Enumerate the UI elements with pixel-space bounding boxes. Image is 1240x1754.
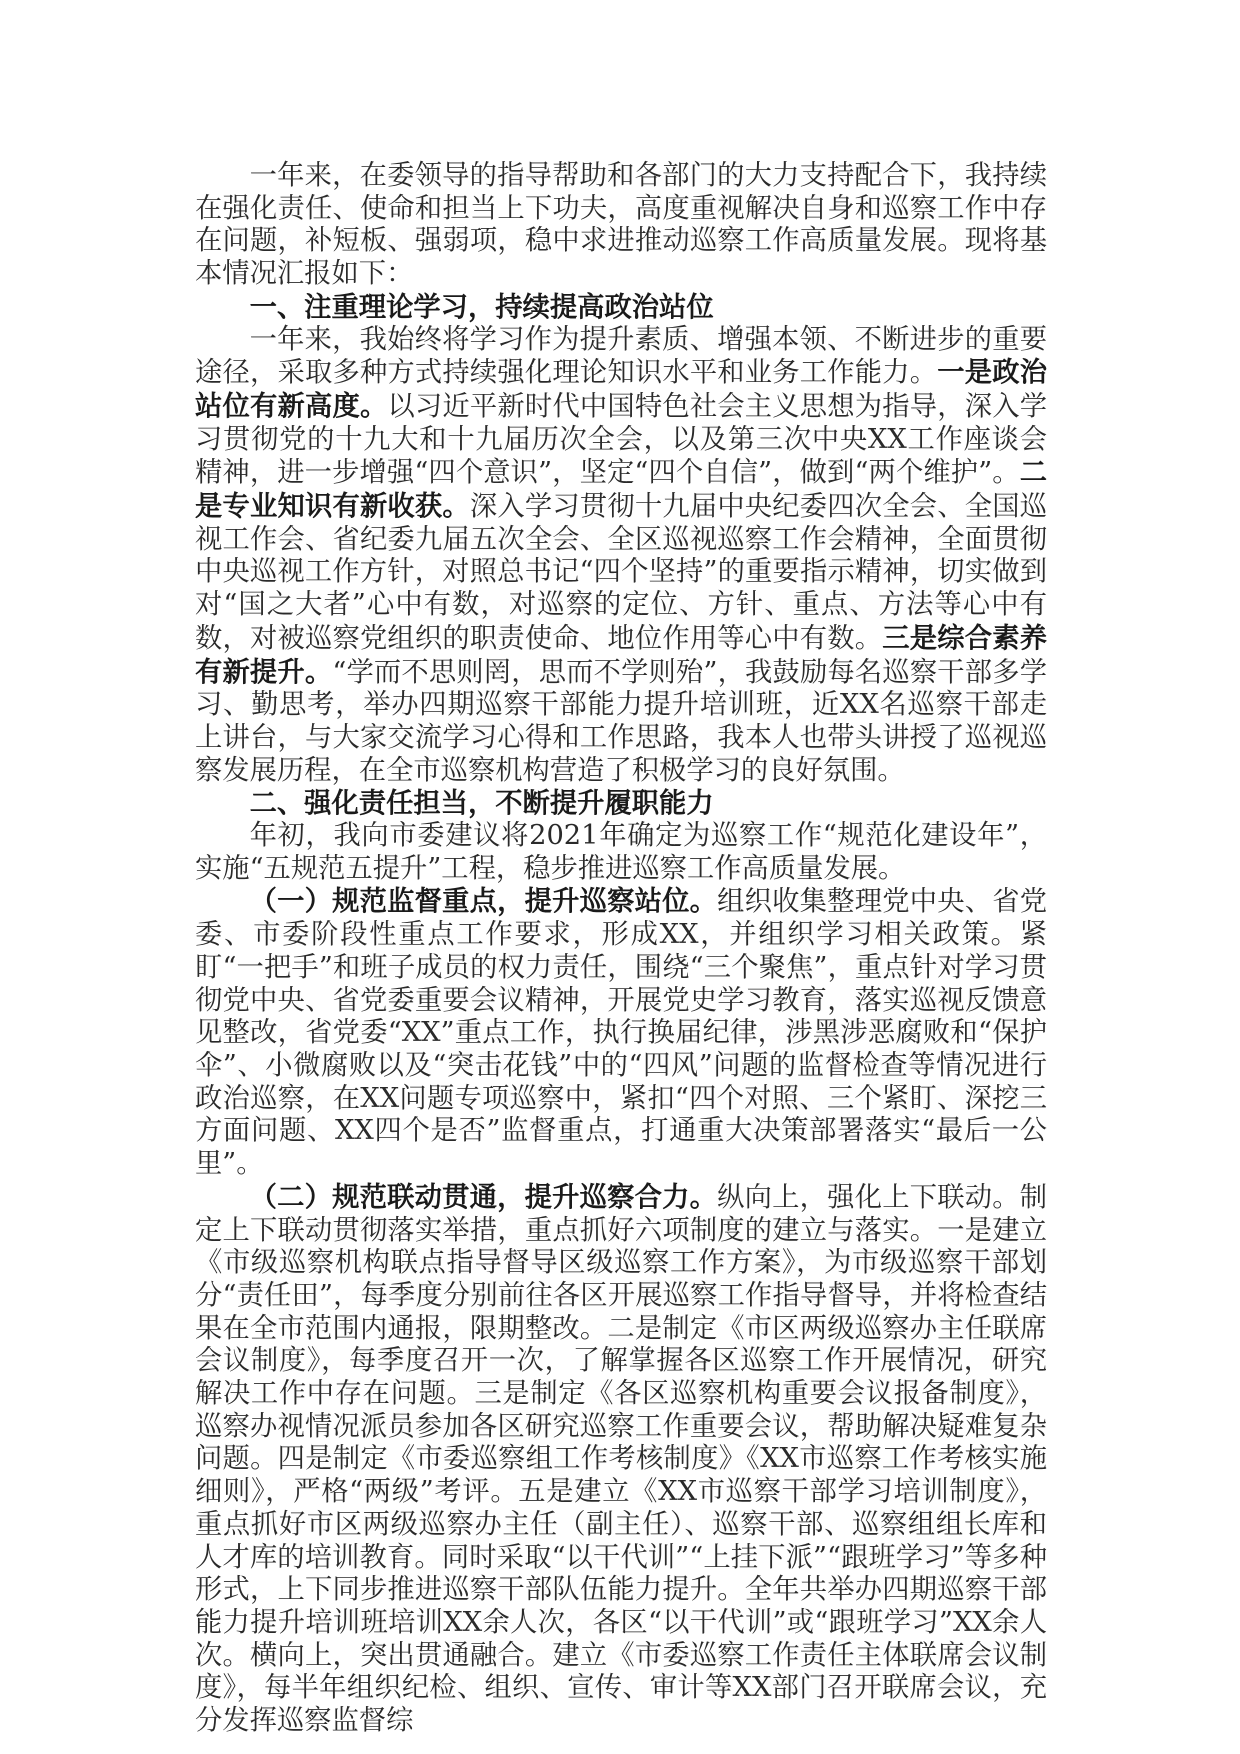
subsection-2 [195,1181,1047,1738]
subsection-1-body: 组织收集整理党中央、省党委、市委阶段性重点工作要求，形成XX，并组织学习相关政策。紧盯“一把手”和班子成员的权力责任，围绕“三个聚焦”，重点针对学习贯彻党中央、省党委重要会议精神，开展党史学习教育，落实巡视反馈意见整改，省党委“XX”重点工作，执行换届纪律，涉黑涉恶腐败和“保护伞”、小微腐败以及“突击花钱”中的“四风”问题的监督检查等情况进行政治巡察，在XX问题专项巡察中，紧扣“四个对照、三个紧盯、深挖三方面问题、XX四个是否”监督重点，打通重大决策部署落实“最后一公里”。 [195,886,1048,1180]
text: 以习近平新时代中国特色社会主义思想为指导，深入学习贯彻党的十九大和十九届历次全会，以及第三次中央XX工作座谈会精神，进一步增强“四个意识”，坚定“四个自信”，做到“两个维护”。 [195,390,1048,489]
subsection-2-body: 纵向上，强化上下联动。制定上下联动贯彻落实举措，重点抓好六项制度的建立与落实。一是建立《市级巡察机构联点指导督导区级巡察工作方案》，为市级巡察干部划分“责任田”，每季度分别前往各区开展巡察工作指导督导，并将检查结果在全市范围内通报，限期整改。二是制定《市区两级巡察办主任联席会议制度》，每季度召开一次，了解掌握各区巡察工作开展情况，研究解决工作中存在问题。三是制定《各区巡察机构重要会议报备制度》，巡察办视情况派员参加各区研究巡察工作重要会议，帮助解决疑难复杂问题。四是制定《市委巡察组工作考核制度》《XX市巡察工作考核实施细则》，严格“两级”考评。五是建立《XX市巡察干部学习培训制度》，重点抓好市区两级巡察办主任（副主任）、巡察干部、巡察组组长库和人才库的培训教育。同时采取“以干代训”“上挂下派”“跟班学习”等多种形式，上下同步推进巡察干部队伍能力提升。全年共举办四期巡察干部能力提升培训班培训XX余人次，各区“以干代训”或“跟班学习”XX余人次。横向上，突出贯通融合。建立《市委巡察工作责任主体联席会议制度》，每半年组织纪检、组织、宣传、审计等XX部门召开联席会议，充分发挥巡察监督综 [195,1181,1048,1737]
text: 一年来，我始终将学习作为提升素质、增强本领、不断进步的重要途径，采取多种方式持续强化理论知识水平和业务工作能力。 [195,323,1047,389]
section-2-heading: 二、强化责任担当，不断提升履职能力 [249,787,714,820]
document-page [195,160,1047,1738]
section-2-intro: 年初，我向市委建议将2021年确定为巡察工作“规范化建设年”，实施“五规范五提升”工程，稳步推进巡察工作高质量发展。 [195,820,1047,884]
section-1-heading: 一、注重理论学习，持续提高政治站位 [249,290,714,323]
section-1-paragraph [195,324,1047,788]
highlight-2: 二是专业知识有新收获。 [195,456,1047,523]
highlight-3: 三是综合素养有新提升。 [195,621,1048,688]
subsection-1 [195,885,1047,1180]
intro-paragraph: 一年来，在委领导的指导帮助和各部门的大力支持配合下，我持续在强化责任、使命和担当上下功夫，高度重视解决自身和巡察工作中存在问题，补短板、强弱项，稳中求进推动巡察工作高质量发展。现将基本情况汇报如下： [195,160,1047,290]
text: “学而不思则罔，思而不学则殆”，我鼓励每名巡察干部多学习、勤思考，举办四期巡察干部能力提升培训班，近XX名巡察干部走上讲台，与大家交流学习心得和工作思路，我本人也带头讲授了巡视巡察发展历程，在全市巡察机构营造了积极学习的良好氛围。 [195,656,1047,786]
highlight-1: 一是政治站位有新高度。 [195,356,1048,422]
subsection-1-title: （一）规范监督重点，提升巡察站位。 [249,885,718,918]
subsection-2-title: （二）规范联动贯通，提升巡察合力。 [249,1180,718,1213]
text: 深入学习贯彻十九届中央纪委四次全会、全国巡视工作会、省纪委九届五次全会、全区巡视巡察工作会精神，全面贯彻中央巡视工作方针，对照总书记“四个坚持”的重要指示精神，切实做到对“国之大者”心中有数，对巡察的定位、方针、重点、方法等心中有数，对被巡察党组织的职责使命、地位作用等心中有数。 [195,491,1048,654]
